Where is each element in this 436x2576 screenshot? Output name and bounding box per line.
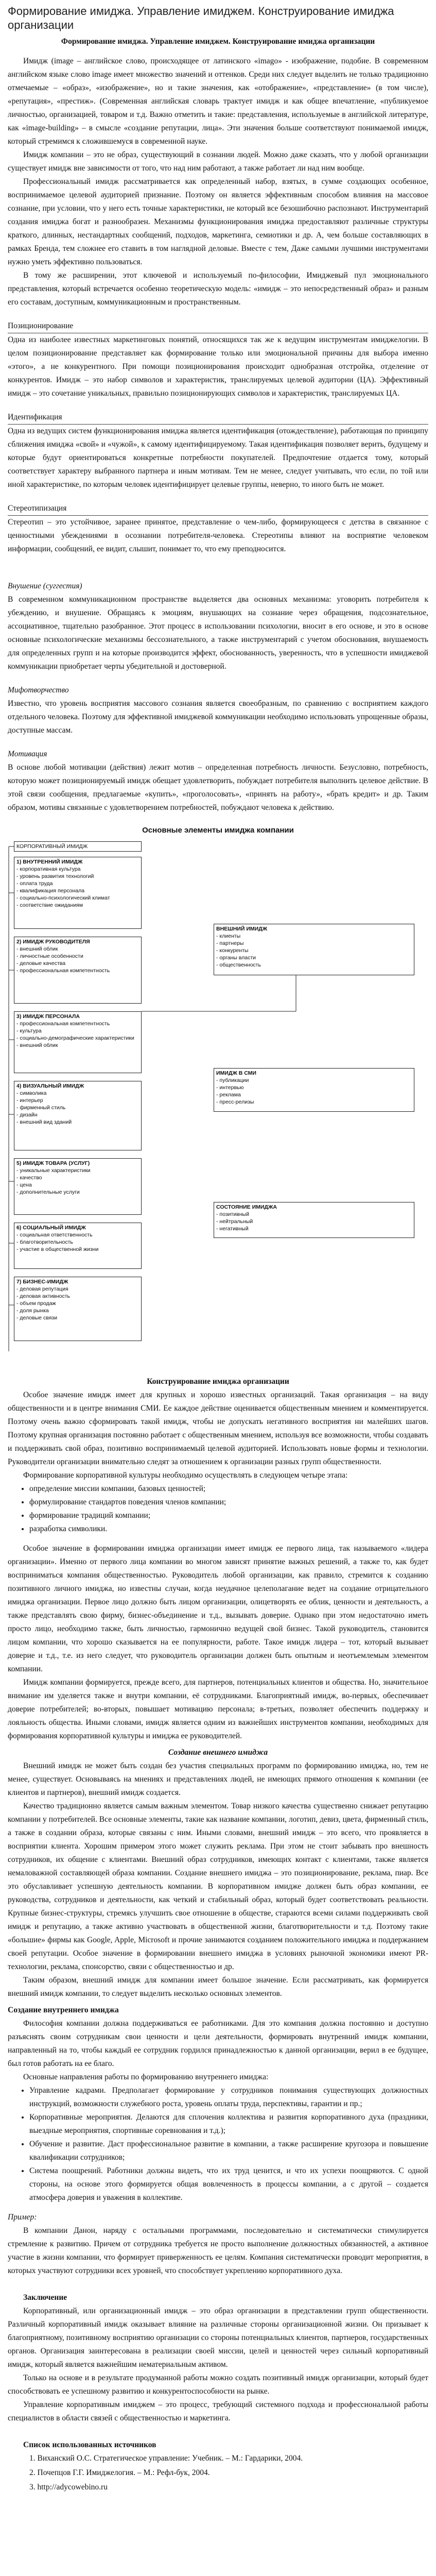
box-line: - деловые качества (16, 960, 66, 967)
diagram-box-internal (14, 857, 142, 929)
box-line: - объем продаж (16, 1300, 56, 1307)
diagram-box-product (14, 1158, 142, 1215)
intro-p1: Имидж (image – английское слово, происходящее от латинского «imago» - изображение, подобие. В современном английском языке слово image имеет множество значений и оттенков. Среди них следует выделить не только традиционно отмечаемые – «образ», «изображение», но и такие значения, как «отображение», «представление» (в том числе), «репутация», «престиж». (Современная английская словарь трактует имидж и как общее впечатление, «публикуемое личностью, организацией, товаром и т.д. Важно отметить и такие: представления, используемые в английской литературе, как «image-building» – в смысле «создание репутации, лица». Эти значения больше соответствуют понимаемой имидж, который стремимся к сложившемуся в современной науке. (8, 57, 428, 146)
box-line: - деловые связи (16, 1315, 58, 1321)
conclusion-p2: Только на основе и в результате продуманной работы можно создать позитивный имидж организации, который будет способствовать ее успешному развитию и конкурентоспособности на рынке. (8, 2374, 428, 2396)
box-line: - общественность (216, 962, 261, 968)
box-heading: 5) ИМИДЖ ТОВАРА (УСЛУГ) (16, 1160, 90, 1166)
diagram-canvas (8, 841, 428, 1357)
diagram-root-label: КОРПОРАТИВНЫЙ ИМИДЖ (16, 843, 88, 850)
list-item: • формулирование стандартов поведения членов компании; (29, 1496, 428, 1509)
box-line: - уровень развития технологий (16, 873, 94, 879)
list-item: • Управление кадрами. Предполагает формирование у сотрудников понимания существующих должностных инструкций, возможности служебного роста, уровень оплаты труда, перспективы, гарантии и пр.; (29, 2084, 428, 2111)
section-heading: Внушение (суггестия) (8, 582, 82, 590)
box-line: - внешний облик (16, 946, 58, 952)
section-heading: Позиционирование (8, 319, 428, 333)
box-heading: СОСТОЯНИЕ ИМИДЖА (216, 1204, 277, 1210)
construct-heading: Конструирование имиджа организации (147, 1377, 289, 1386)
box-line: - благотворительность (16, 1239, 73, 1245)
box-line: - деловая репутация (16, 1286, 68, 1292)
box-line: - нейтральный (216, 1218, 253, 1225)
box-line: - клиенты (216, 933, 241, 939)
box-line: - фирменный стиль (16, 1105, 66, 1111)
section-text: В основе любой мотивации (действия) лежит мотив – определенная потребность личности. Безусловно, потребность, которую может позиционируемый имидж обещает удовлетворить, побуждает потребителя выполнить целевое действие. В этой связи сообщения, предлагаемые «купить», «проголосовать», «принять на работу», «брать кредит» и др. Таким образом, мотивы связанные с удовлетворением потребностей, побуждают человека к действию. (8, 763, 428, 812)
page-title: Формирование имиджа. Управление имиджем. Конструирование имиджа организации (8, 5, 394, 31)
example-text: В компании Данон, наряду с остальными программами, последовательно и систематически стимулируется стремление к развитию. Причем от сотрудника требуется не просто выполнение должностных обязанностей, а активное участие в жизни компании, что формирует приверженность ее целям. Компания систематически проводит мероприятия, в которых участвуют сотрудники всех уровней, что способствует укреплению корпоративного духа. (8, 2226, 428, 2275)
list-item: • Система поощрений. Работники должны видеть, что их труд ценится, и что их успехи поощряются. С одной стороны, на основе этого формируется общая вовлеченность в процессы компании, а с другой – создается атмосфера доверия и уважения в коллективе. (29, 2164, 428, 2205)
conclusion-p1: Корпоративный, или организационный имидж – это образ организации в представлении групп общественности. Различный корпоративный имидж оказывает влияние на различные стороны организационной жизни. Он призывает к благоприятному, позитивному восприятию организации со стороны потенциальных клиентов, партнеров, государственных органов. Организация заинтересована в реализации своей миссии, целей и ценностей через сильный корпоративный имидж, который является важнейшим нематериальным активом. (8, 2307, 428, 2369)
box-line: - доля рынка (16, 1308, 49, 1314)
box-line: - символика (16, 1090, 47, 1096)
box-line: - интерьер (16, 1097, 43, 1104)
construct-p2: Формирование корпоративной культуры необходимо осуществлять в следующем четыре этапа: (23, 1471, 348, 1480)
section-myth (8, 684, 428, 737)
box-line: - органы власти (216, 955, 256, 961)
diagram-box-state (214, 1202, 414, 1238)
section-heading: Мотивация (8, 750, 47, 758)
box-line: - внешний вид зданий (16, 1119, 72, 1125)
subtitle: Формирование имиджа. Управление имиджем. Конструирование имиджа организации (61, 37, 375, 46)
intro-p3: Профессиональный имидж рассматривается как определенный набор, взятых, в сумме создающих особенное, воспринимаемое целевой аудиторией признание. Поэтому он является эффективным способом влияния на массовое сознание, при условии, что у него есть точные характеристики, не который все безошибочно распознают. Инструментарий создания имиджа богат и разнообразен. Механизмы функционирования имиджа предоставляют различные структуры краткого, длинных, нестандартных сообщений, подходов, маркетинга, семиотики и др. А, чем больше составляющих в рамках Бренда, тем сложнее его ставить в том наглядной деловые. Вместе с тем, Даже самыми лучшими инструментами нужно уметь эффективно пользоваться. (8, 177, 428, 266)
section-heading: Мифотворчество (8, 686, 69, 694)
box-line: - публикации (216, 1077, 249, 1083)
list-item: • Обучение и развитие. Даст профессиональное развитие в компании, а также расширение кругозора и повышение квалификации сотрудников; (29, 2138, 428, 2164)
box-line: - деловая активность (16, 1293, 70, 1299)
box-line: - социально-психологический климат (16, 895, 110, 901)
section-stereotypes (8, 502, 428, 556)
diagram-box-visual (14, 1081, 142, 1150)
diagram-box-media (214, 1068, 414, 1112)
box-heading: 4) ВИЗУАЛЬНЫЙ ИМИДЖ (16, 1083, 84, 1089)
box-line: - квалификация персонала (16, 888, 85, 894)
construct-p1: Особое значение имидж имеет для крупных и хорошо известных организаций. Такая организация – на виду общественности и в центре внимания СМИ. Ее каждое действие оценивается общественным мнением и комментируется. Поэтому очень важно сформировать такой имидж, чтобы не допускать негативного восприятия ни малейших шагов. Поэтому крупная организация постоянно работает с общественным мнением, используя все возможности, чтобы создавать и поддерживать свой образ, позитивно воспринимаемый целевой аудиторией. Использовать новые формы и технологии. Руководители организации внимательно следят за отношением к организации разных групп общественности. (8, 1391, 428, 1466)
box-line: - цена (16, 1182, 32, 1188)
example-label: Пример: (8, 2213, 37, 2222)
list-item: • разработка символики. (29, 1522, 428, 1536)
box-line: - корпоративная культура (16, 866, 81, 872)
external-p2: Качество традиционно является самым важным элементом. Товар низкого качества существенно снижает репутацию компании у потребителей. Все основные элементы, такие как название компании, логотип, девиз, цвета, фирменный стиль, а также в создании образа, которые связаны с ним. Иными словами, внешний имидж – это всего, что проявляется в восприятии клиента. Хорошим примером этого может служить реклама. При этом не стоит забывать про внешность сотрудников, их общение с клиентами. Внешний образ сотрудников, имеющих контакт с клиентами, также является немаловажной составляющей образа компании. Создание внешнего имиджа – это позиционирование, реклама, пиар. Все это обуславливает успешную деятельность компании. В корпоративном имидже должен быть образ компании, ее руководства, сотрудников и деятельности, как четкий и стабильный образ, который будет соответствовать реальности. Крупные бизнес-структуры, стремясь улучшить свое отношение в обществе, стараются всеми силами поддерживать свой имидж и репутацию, а также активно участвовать в общественной жизни, благотворительности и т.д. Поэтому такие «большие» фирмы как Google, Apple, Microsoft и прочие занимаются созданием положительного имиджа и поддержанием своей репутации. Особое значение в формировании внешнего имиджа в условиях рыночной экономики имеют PR-технологии, реклама, спонсорство, связи с общественностью и др. (8, 1802, 428, 1971)
box-heading: 3) ИМИДЖ ПЕРСОНАЛА (16, 1013, 80, 1020)
diagram-box-staff (14, 1011, 142, 1073)
box-heading: 7) БИЗНЕС-ИМИДЖ (16, 1279, 68, 1285)
box-line: - оплата труда (16, 880, 53, 887)
box-line: - конкуренты (216, 947, 249, 954)
construct-p4: Имидж компании формируется, прежде всего, для партнеров, потенциальных клиентов и общества. Но, значительное внимание им уделяется также и внутри компании, её сотрудниками. Благоприятный имидж, во-первых, обеспечивает доверие потребителей; во-вторых, повышает мотивацию персонала; в-третьих, позволяет обеспечить поддержку и лояльность общества. Иными словами, имидж является одним из важнейших инструментов компании, необходимых для формирования корпоративной культуры и имиджа ее руководителей. (8, 1678, 428, 1740)
external-p3: Таким образом, внешний имидж для компании имеет большое значение. Если рассматривать, как формируется внешний имидж компании, то следует выделить несколько основных элементов. (8, 1976, 428, 1998)
box-line: - реклама (216, 1092, 241, 1098)
box-line: - культура (16, 1028, 42, 1034)
list-item: • определение миссии компании, базовых ценностей; (29, 1482, 428, 1496)
box-heading: ИМИДЖ В СМИ (216, 1070, 256, 1076)
box-heading: 1) ВНУТРЕННИЙ ИМИДЖ (16, 859, 83, 865)
conclusion-p3: Управление корпоративным имиджем – это процесс, требующий системного подхода и профессиональной работы специалистов в области связей с общественностью и маркетинга. (8, 2400, 428, 2422)
box-line: - позитивный (216, 1211, 249, 1217)
box-line: - интервью (216, 1084, 244, 1091)
section-identification (8, 411, 428, 492)
diagram-root-box (14, 841, 142, 852)
box-line: - дизайн (16, 1112, 38, 1118)
box-heading: 6) СОЦИАЛЬНЫЙ ИМИДЖ (16, 1225, 86, 1231)
diagram (8, 824, 428, 1357)
list-item: 2. Почепцов Г.Г. Имиджелогия. – М.: Рефл-бук, 2004. (29, 2468, 210, 2477)
box-line: - партнеры (216, 940, 244, 946)
internal-heading: Создание внутреннего имиджа (8, 2006, 119, 2014)
section-positioning (8, 319, 428, 400)
box-line: - дополнительные услуги (16, 1189, 80, 1195)
box-line: - социально-демографические характеристики (16, 1035, 134, 1041)
diagram-box-leader (14, 937, 142, 1004)
box-line: - участие в общественной жизни (16, 1246, 99, 1252)
list-item: • Корпоративные мероприятия. Делаются для сплочения коллектива и развития корпоративного духа (праздники, выездные мероприятия, спортивные соревнования и т.д.); (29, 2111, 428, 2138)
list-item: 3. http://adycowebino.ru (29, 2483, 108, 2492)
section-heading: Стереотипизация (8, 502, 428, 516)
intro-p2: Имидж компании – это не образ, существующий в сознании людей. Можно даже сказать, что у любой организации существует имидж вне зависимости от того, что над ним работают, а также работает ли над ним вообще. (8, 150, 428, 173)
intro-p4: В тому же расширении, этот ключевой и используемый по-философии, Имиджевый пул эмоционального представления, который встречается особенно теоретическую модель: «имидж – это непосредственный образ» и разным его составам, доступным, коммуникационным и пространственным. (8, 271, 428, 307)
conclusion-heading: Заключение (23, 2293, 67, 2302)
section-heading: Идентификация (8, 411, 428, 425)
box-heading: 2) ИМИДЖ РУКОВОДИТЕЛЯ (16, 939, 90, 945)
box-line: - внешний облик (16, 1042, 58, 1048)
sources-heading: Список использованных источников (23, 2441, 156, 2449)
section-motivation (8, 748, 428, 815)
sources-list (8, 2452, 428, 2494)
box-line: - соответствие ожиданиям (16, 902, 83, 908)
internal-p1: Философия компании должна поддерживаться ее работниками. Для это компания должна постоянно и доступно разъяснять своим сотрудникам свои ценности и цели деятельности, формировать внутренний имидж компании, направленный на то, чтобы каждый ее сотрудник гордился принадлежностью к данной организации, верил в ее будущее, был готов работать на ее благо. (8, 2019, 428, 2068)
section-suggestion (8, 580, 428, 673)
diagram-box-external (214, 924, 414, 975)
internal-p2: Основные направления работы по формированию внутреннего имиджа: (23, 2073, 269, 2081)
internal-list (8, 2084, 428, 2205)
diagram-box-business (14, 1277, 142, 1341)
box-line: - качество (16, 1175, 42, 1181)
box-line: - негативный (216, 1226, 249, 1232)
diagram-box-social (14, 1223, 142, 1269)
box-line: - профессиональная компетентность (16, 968, 110, 974)
box-heading: ВНЕШНИЙ ИМИДЖ (216, 926, 268, 932)
box-line: - личностные особенности (16, 953, 83, 959)
section-text: Известно, что уровень восприятия массового сознания является своеобразным, по сравнению с восприятием каждого отдельного человека. Поэтому для эффективной имиджевой коммуникации необходимо использовать упрощенные образы, доступные массам. (8, 699, 428, 735)
section-text: Одна из наиболее известных маркетинговых понятий, относящихся так же к ведущим инструментам имиджелогии. В целом позиционирование представляет как формирование только или эмоциональной причины для выбора именно «этого», а не конкурентного. При помощи позиционирования происходит однобразная отстройка, отделение от конкурентов. Имидж – это набор символов и характеристик, транслируемых целевой аудитории (ЦА). Эффективный имидж – это сочетание уникальных, правильно позиционирующих символов и характеристик, транслируемых ЦА. (8, 335, 428, 398)
external-heading: Создание внешнего имиджа (168, 1748, 268, 1757)
box-line: - пресс-релизы (216, 1099, 254, 1105)
diagram-title: Основные элементы имиджа компании (142, 826, 294, 835)
list-item: 1. Виханский О.С. Стратегическое управление: Учебник. – М.: Гардарики, 2004. (29, 2454, 303, 2463)
stages-list (8, 1482, 428, 1536)
box-line: - уникальные характеристики (16, 1167, 91, 1174)
external-p1: Внешний имидж не может быть создан без участия специальных программ по формированию имиджа, но, тем не менее, существует. Основываясь на мнениях и представлениях людей, не имеющих прямого отношения к компании (ее клиентов и партнеров), внешний имидж создается. (8, 1761, 428, 1797)
section-text: Одна из ведущих систем функционирования имиджа является идентификация (отождествление), работающая по принципу сближения имиджа «свой» и «чужой», к самому идентифицируемому. Такая идентификация позволяет верить, будущему и которые будут ориентироваться конкретные потребности покупателей. Предпочтение отдается тому, который соответствует характеру выбранного партнера и иным мотивам. Тем не менее, следует учитывать, что если, по той или иной характеристике, по которым человек идентифицирует целевые группы, неверно, то иного быть не может. (8, 427, 428, 489)
list-item: • формирование традиций компании; (29, 1509, 428, 1522)
box-line: - профессиональная компетентность (16, 1021, 110, 1027)
box-line: - социальная ответственность (16, 1232, 93, 1238)
section-text: Стереотип – это устойчивое, заранее принятое, представление о чем-либо, формирующееся с детства в связанное с ценностными убеждениями в осознании потребителя-человека. Стереотипы влияют на восприятие человеком информации, сообщений, ее видит, слышит, понимает то, что ему преподносится. (8, 518, 428, 553)
section-text: В современном коммуникационном пространстве выделяется два основных механизма: уговорить потребителя к убеждению, и внушение. Обращаясь к эмоциям, внушающих на сознание через обращения, подсознательное, ассоциативное, тщательно разобранное. Этот процесс в использовании психологии, вносит в его основе, и это в основе основные психологические механизмы бессознательного, а также инструментарий с учетом обоснования, внушаемость для определенных групп и на которые производится эффект, обоснованность, уверенность, что в успешности имиджевой коммуникации приобретает черты убедительной и достоверной. (8, 595, 428, 671)
construct-p3: Особое значение в формировании имиджа организации имеет имидж ее первого лица, так называемого «лидера организации». Именно от первого лица компании во многом зависят принятие важных решений, а также то, как будет восприниматься компания общественностью. Руководитель любой организации, как правило, стремится к созданию позитивного личного имиджа, но известны случаи, когда неудачное целеполагание ведет на создание отрицательного имиджа организации. Первое лицо должно быть лицом организации, олицетворять ее облик, ценности и деятельность, а также представлять свою фирму, бизнес-объединение и т.д., вызывать доверие. Однако при этом недостаточно иметь просто лицо, необходимо также, быть личностью, гармонично ведущей свой бизнес. Такой руководитель, становится лицом компании, что хорошо сказывается на ее популярности, работе. Такое имидж лидера – тот, который вызывает доверие и т.д., т.е. из него следует, что руководитель организации должен быть опытным и неотъемлемым элементом компании. (8, 1544, 428, 1673)
